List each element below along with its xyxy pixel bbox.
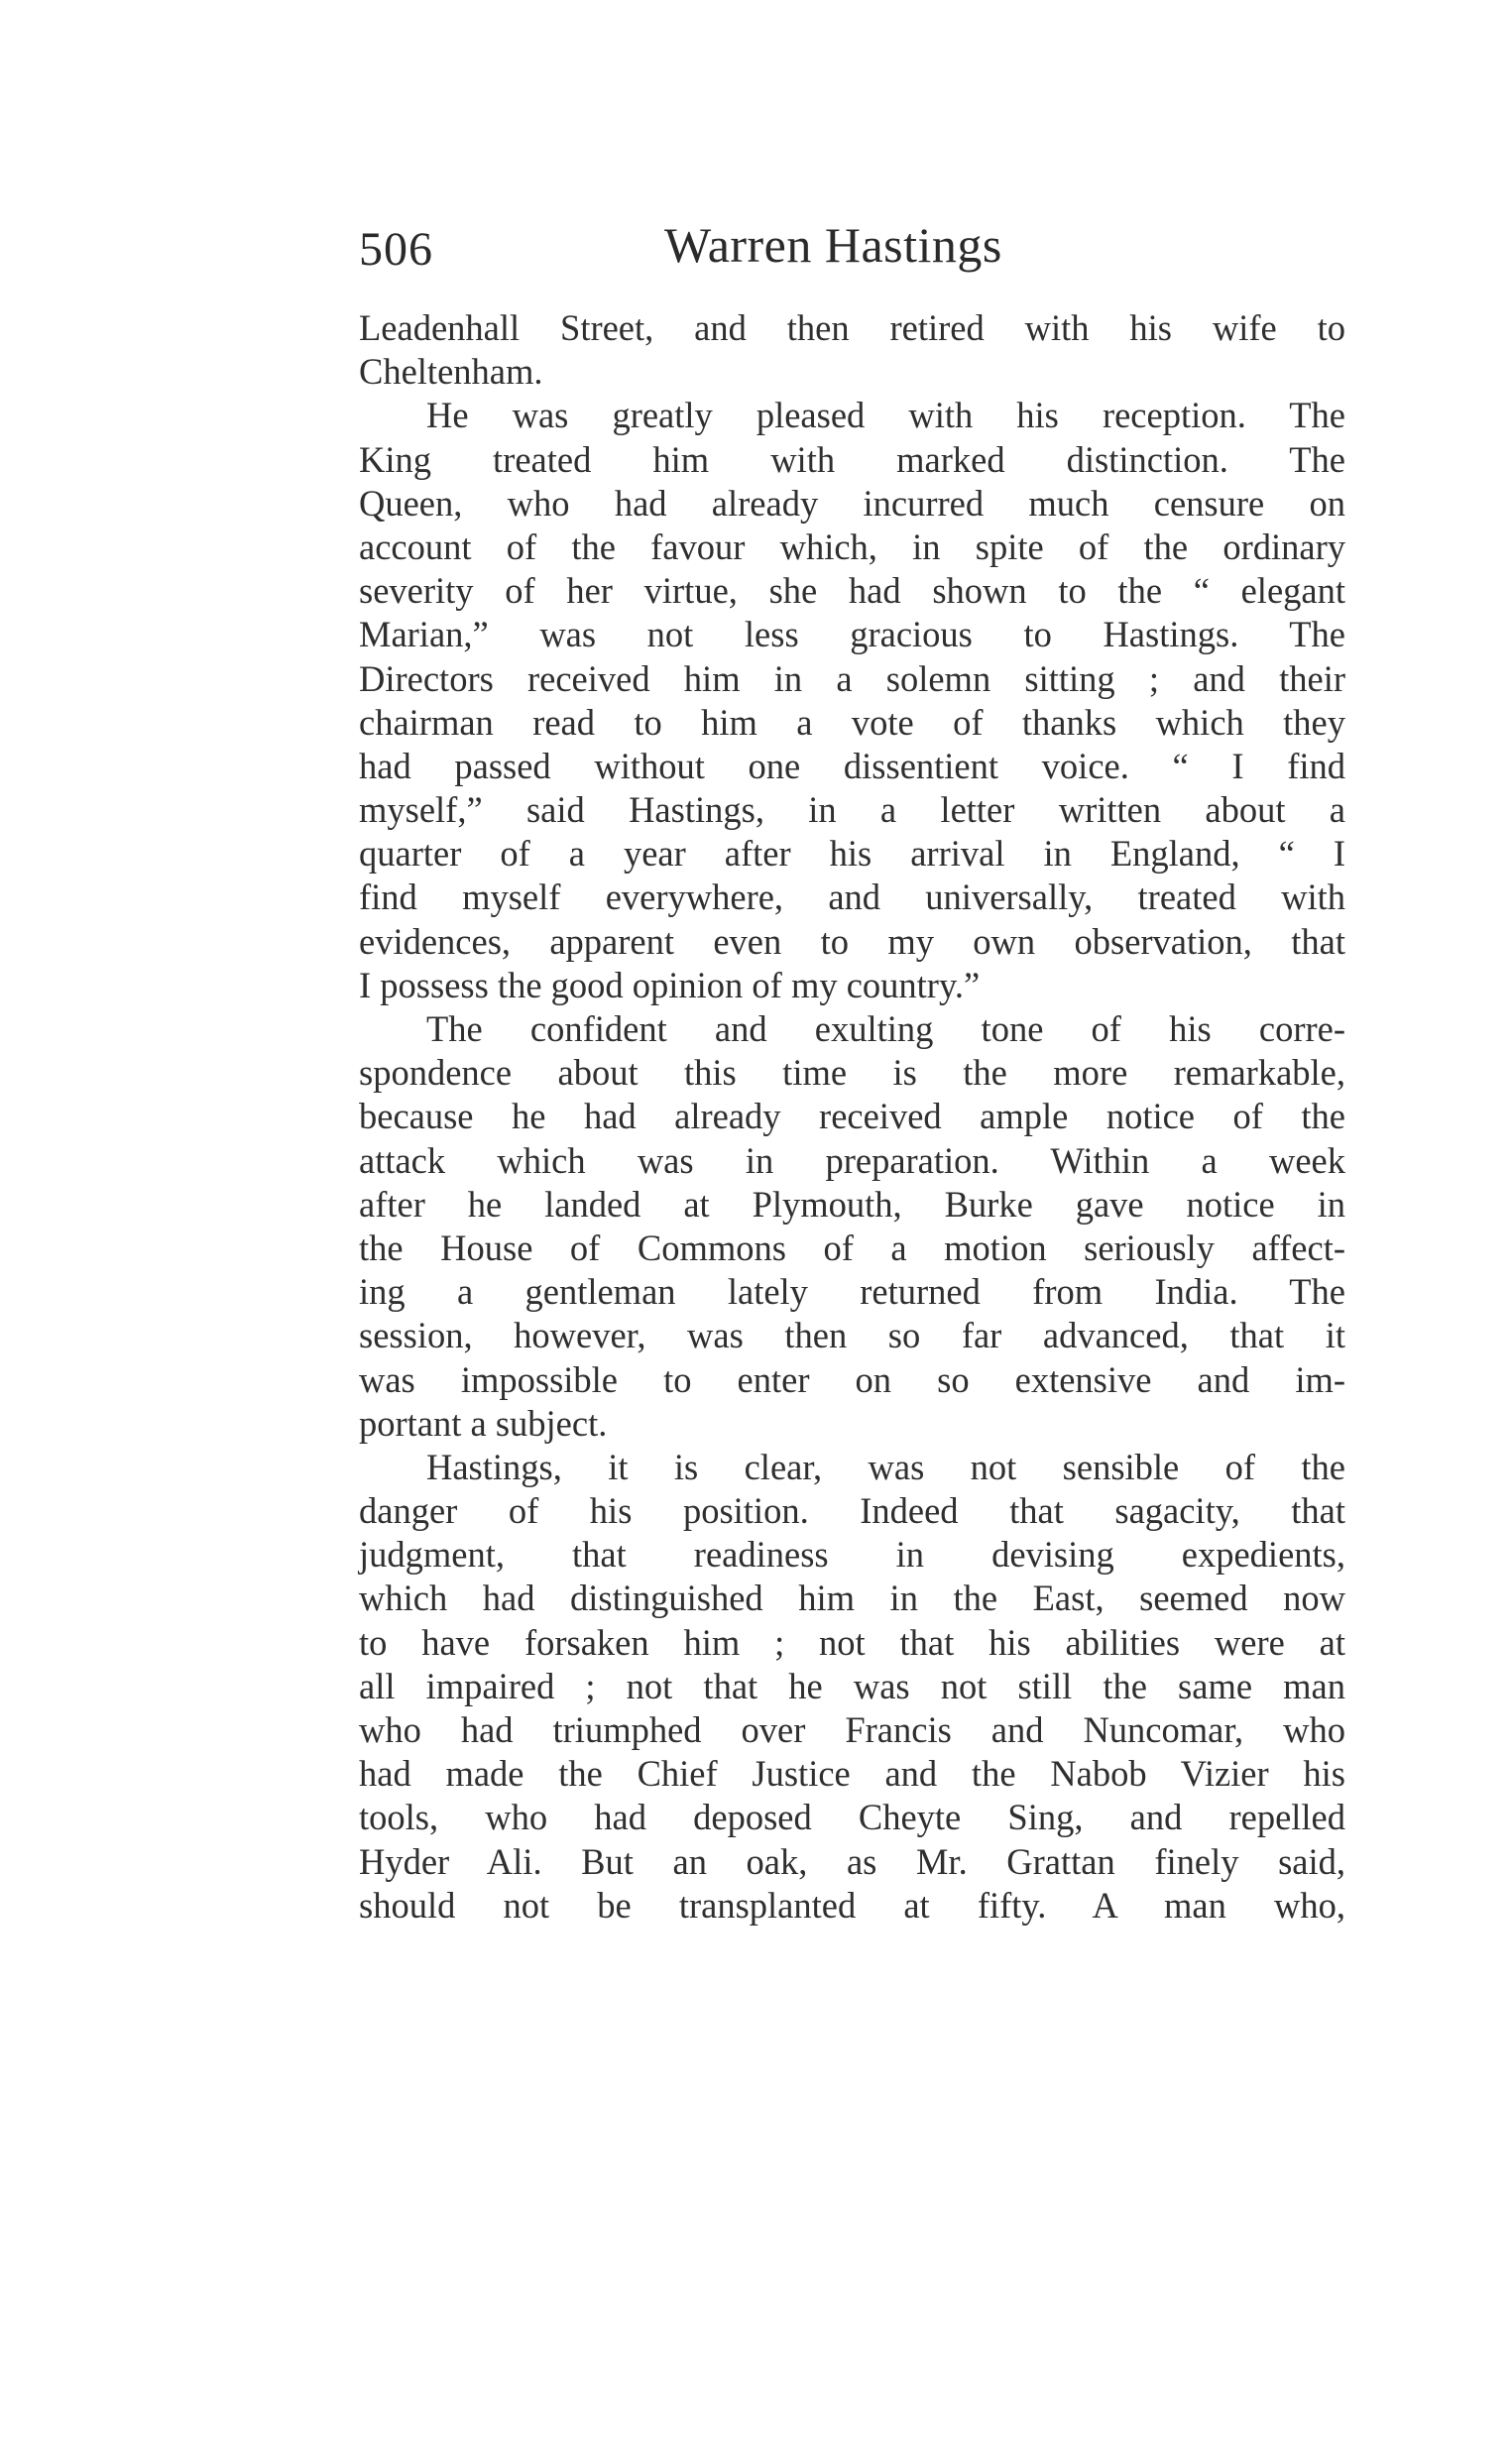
text-line: chairman read to him a vote of thanks which they <box>359 701 1345 743</box>
text-line: Cheltenham. <box>359 351 543 393</box>
text-line: who had triumphed over Francis and Nuncomar, who <box>359 1709 1345 1750</box>
text-line: ing a gentleman lately returned from India. The <box>359 1271 1345 1313</box>
text-line: account of the favour which, in spite of the ordinary <box>359 526 1345 567</box>
text-line: tools, who had deposed Cheyte Sing, and repelled <box>359 1797 1345 1838</box>
running-head <box>359 216 1331 286</box>
text-line: find myself everywhere, and universally, treated with <box>359 877 1345 918</box>
running-title: Warren Hastings <box>664 217 1002 273</box>
text-line: the House of Commons of a motion seriously affect- <box>359 1227 1345 1268</box>
text-line: attack which was in preparation. Within a week <box>359 1139 1345 1181</box>
text-line: myself,” said Hastings, in a letter written about a <box>359 789 1345 831</box>
text-line: He was greatly pleased with his reception. The <box>426 395 1345 436</box>
body-text <box>359 306 1345 1928</box>
text-line: Queen, who had already incurred much censure on <box>359 482 1345 524</box>
text-line: because he had already received ample notice of the <box>359 1096 1345 1137</box>
text-line: had passed without one dissentient voice. “ I find <box>359 745 1345 786</box>
text-line: evidences, apparent even to my own observation, that <box>359 920 1345 962</box>
text-line: after he landed at Plymouth, Burke gave notice in <box>359 1183 1345 1225</box>
text-line: Hastings, it is clear, was not sensible of the <box>426 1446 1345 1487</box>
text-line: session, however, was then so far advanced, that it <box>359 1315 1345 1356</box>
text-line: quarter of a year after his arrival in England, “ I <box>359 833 1345 875</box>
text-line: had made the Chief Justice and the Nabob Vizier his <box>359 1753 1345 1795</box>
text-line: I possess the good opinion of my country.” <box>359 964 981 1005</box>
text-line: King treated him with marked distinction. The <box>359 438 1345 480</box>
page-number: 506 <box>359 223 433 276</box>
text-line: danger of his position. Indeed that sagacity, that <box>359 1490 1345 1532</box>
text-line: Directors received him in a solemn sitting ; and their <box>359 657 1345 699</box>
text-line: Hyder Ali. But an oak, as Mr. Grattan finely said, <box>359 1840 1345 1882</box>
text-line: judgment, that readiness in devising expedients, <box>359 1534 1345 1576</box>
text-line: Marian,” was not less gracious to Hastings. The <box>359 614 1345 655</box>
text-line: spondence about this time is the more remarkable, <box>359 1052 1345 1094</box>
text-line: portant a subject. <box>359 1402 608 1444</box>
text-line: was impossible to enter on so extensive and im- <box>359 1358 1345 1400</box>
text-line: all impaired ; not that he was not still the same man <box>359 1665 1345 1706</box>
text-line: to have forsaken him ; not that his abilities were at <box>359 1621 1345 1663</box>
text-line: Leadenhall Street, and then retired with his wife to <box>359 307 1345 348</box>
text-line: which had distinguished him in the East, seemed now <box>359 1578 1345 1619</box>
text-line: severity of her virtue, she had shown to the “ elegant <box>359 570 1345 612</box>
text-line: The confident and exulting tone of his corre- <box>426 1008 1345 1049</box>
text-line: should not be transplanted at fifty. A man who, <box>359 1884 1345 1926</box>
